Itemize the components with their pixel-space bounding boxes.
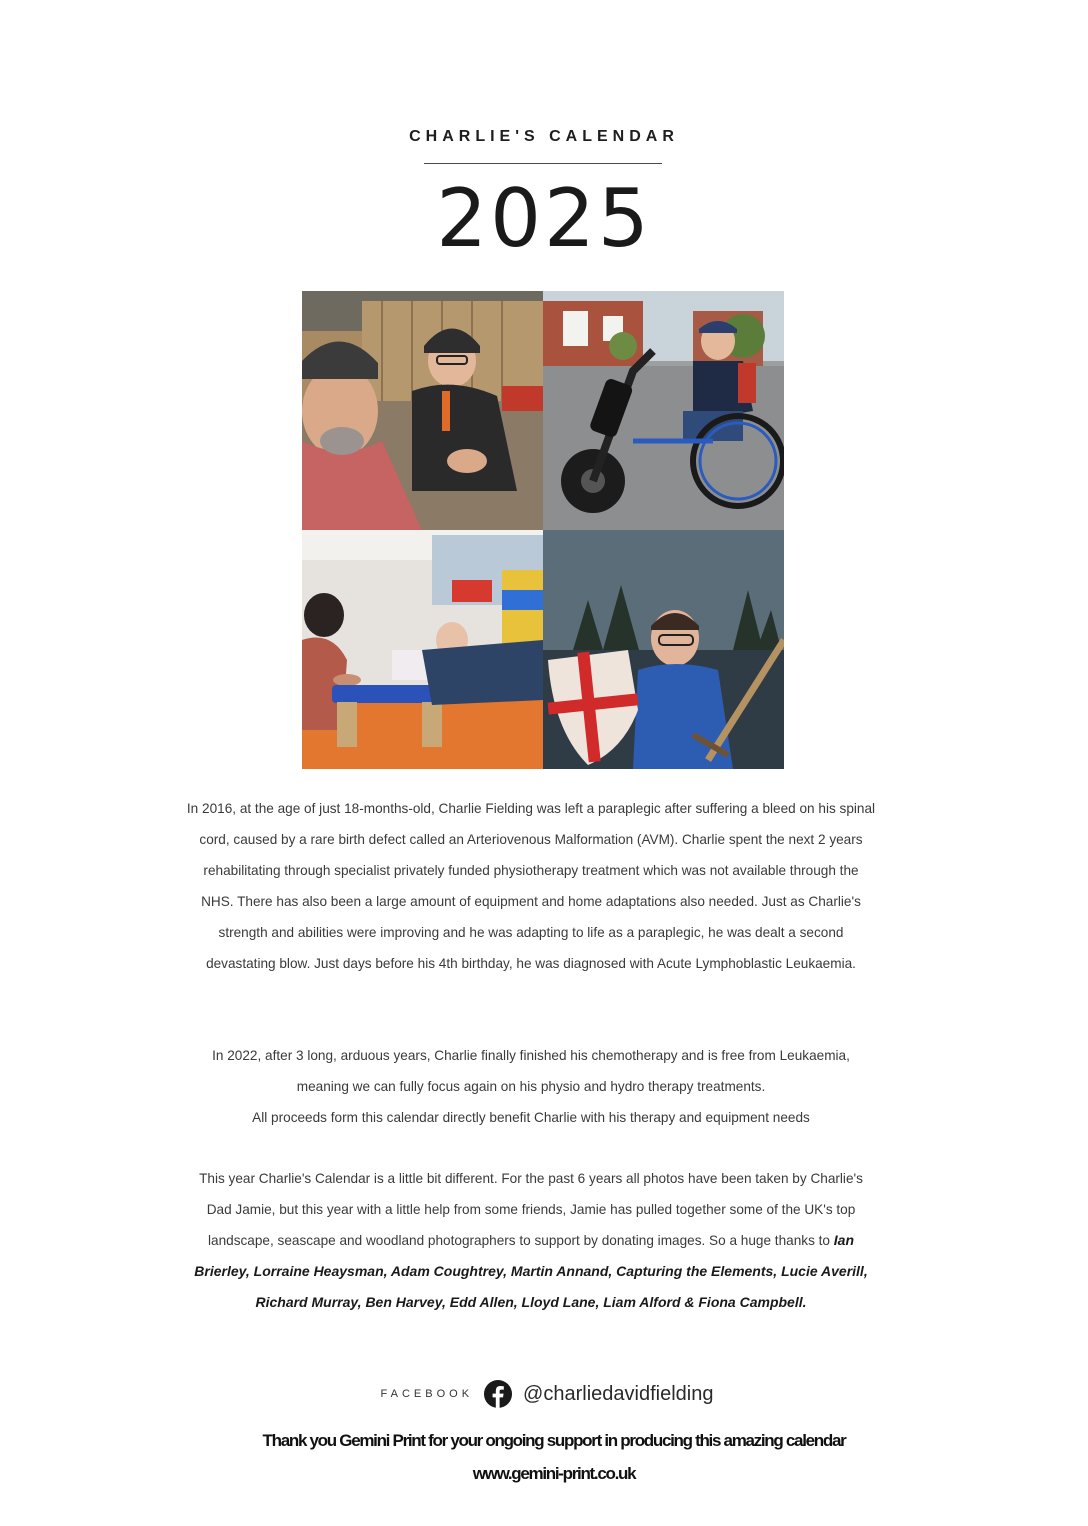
social-row — [0, 1376, 1088, 1412]
social-label: FACEBOOK — [380, 1388, 474, 1400]
story-paragraph-2-line-2: All proceeds form this calendar directly benefit Charlie with his therapy and equipment needs — [252, 1110, 810, 1125]
calendar-kicker: CHARLIE'S CALENDAR — [409, 128, 679, 145]
sponsor-thanks: Thank you Gemini Print for your ongoing support in producing this amazing calendar — [262, 1431, 846, 1450]
sponsor-url[interactable]: www.gemini-print.co.uk — [472, 1464, 636, 1483]
story-paragraph-2-line-1: In 2022, after 3 long, arduous years, Charlie finally finished his chemotherapy and is free from Leukaemia, meaning we can fully focus again on his physio and hydro therapy treatments. — [212, 1048, 850, 1094]
photo-knight-shield — [543, 530, 784, 769]
story-paragraph-3 — [186, 1163, 876, 1318]
calendar-year: 2025 — [436, 172, 652, 265]
story-paragraph-2 — [186, 1040, 876, 1133]
thanks-intro: This year Charlie's Calendar is a little bit different. For the past 6 years all photos have been taken by Charlie's Dad Jamie, but this year with a little help from some friends, Jamie has pulled together some of the UK's top landscape, seascape and woodland photographers to support by donating images. So a huge thanks to — [199, 1171, 863, 1248]
photographer-names: Ian Brierley, Lorraine Heaysman, Adam Coughtrey, Martin Annand, Capturing the Elements, Lucie Averill, Richard Murray, Ben Harvey, Edd Allen, Lloyd Lane, Liam Alford & Fiona Campbell. — [194, 1232, 868, 1310]
facebook-icon[interactable] — [483, 1379, 513, 1409]
facebook-handle[interactable]: @charliedavidfielding — [523, 1382, 714, 1405]
photo-horse-riding-selfie — [302, 291, 543, 530]
photo-collage — [302, 291, 784, 769]
story-paragraph-1: In 2016, at the age of just 18-months-old, Charlie Fielding was left a paraplegic after suffering a bleed on his spinal cord, caused by a rare birth defect called an Arteriovenous Malformation (AVM). Charlie spent the next 2 years rehabilitating through specialist privately funded physiotherapy treatment which was not available through the NHS. There has also been a large amount of equipment and home adaptations also needed. Just as Charlie's strength and abilities were improving and he was adapting to life as a paraplegic, he was dealt a second devastating blow. Just days before his 4th birthday, he was diagnosed with Acute Lymphoblastic Leukaemia. — [186, 801, 876, 971]
header-divider — [424, 163, 662, 164]
photo-handbike-wheelchair — [543, 291, 784, 530]
photo-physio-session — [302, 530, 543, 769]
